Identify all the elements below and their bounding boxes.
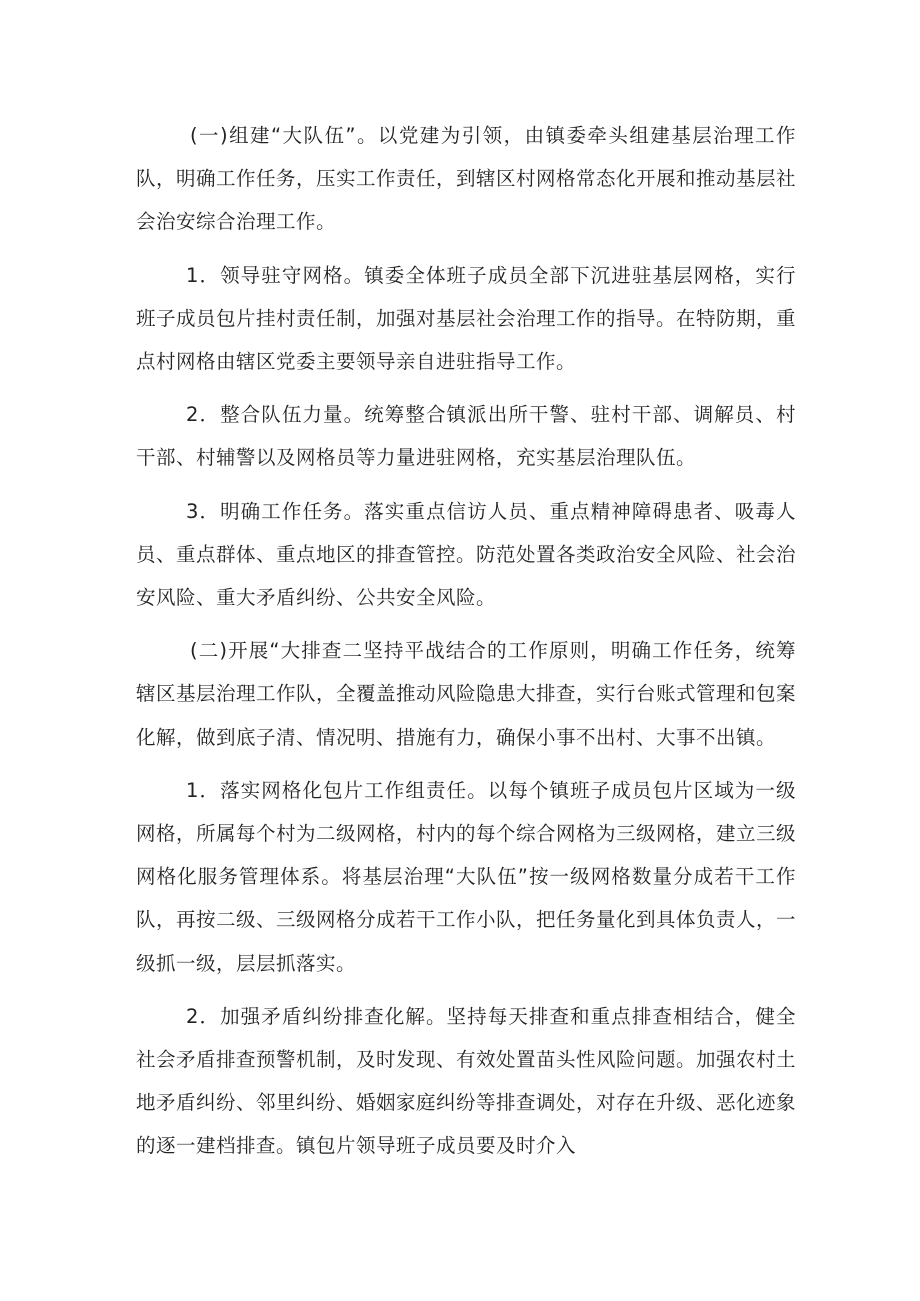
- list-item-2-2: 2．加强矛盾纠纷排查化解。坚持每天排查和重点排查相结合，健全社会矛盾排查预警机制，及时发现、有效处置苗头性风险问题。加强农村土地矛盾纠纷、邻里纠纷、婚姻家庭纠纷等排查调处，对存在升级、恶化迹象的逐一建档排查。镇包片领导班子成员要及时介入: [136, 1004, 797, 1158]
- list-item-1-1: 1．领导驻守网格。镇委全体班子成员全部下沉进驻基层网格，实行班子成员包片挂村责任制，加强对基层社会治理工作的指导。在特防期，重点村网格由辖区党委主要领导亲自进驻指导工作。: [136, 263, 797, 374]
- list-item-1-3: 3．明确工作任务。落实重点信访人员、重点精神障碍患者、吸毒人员、重点群体、重点地区的排查管控。防范处置各类政治安全风险、社会治安风险、重大矛盾纠纷、公共安全风险。: [136, 499, 797, 610]
- section-heading-2: (二)开展“大排查二坚持平战结合的工作原则，明确工作任务，统筹辖区基层治理工作队，全覆盖推动风险隐患大排查，实行台账式管理和包案化解，做到底子清、情况明、措施有力，确保小事不出村、大事不出镇。: [136, 639, 797, 749]
- document-page: [136, 114, 796, 1168]
- section-heading-1: (一)组建“大队伍”。以党建为引领，由镇委牵头组建基层治理工作队，明确工作任务，压实工作责任，到辖区村网格常态化开展和推动基层社会治安综合治理工作。: [136, 124, 797, 234]
- list-item-1-2: 2．整合队伍力量。统筹整合镇派出所干警、驻村干部、调解员、村干部、村辅警以及网格员等力量进驻网格，充实基层治理队伍。: [136, 403, 796, 470]
- list-item-2-1: 1．落实网格化包片工作组责任。以每个镇班子成员包片区域为一级网格，所属每个村为二级网格，村内的每个综合网格为三级网格，建立三级网格化服务管理体系。将基层治理“大队伍”按一级网格数量分成若干工作队，再按二级、三级网格分成若干工作小队，把任务量化到具体负责人，一级抓一级，层层抓落实。: [136, 778, 797, 975]
